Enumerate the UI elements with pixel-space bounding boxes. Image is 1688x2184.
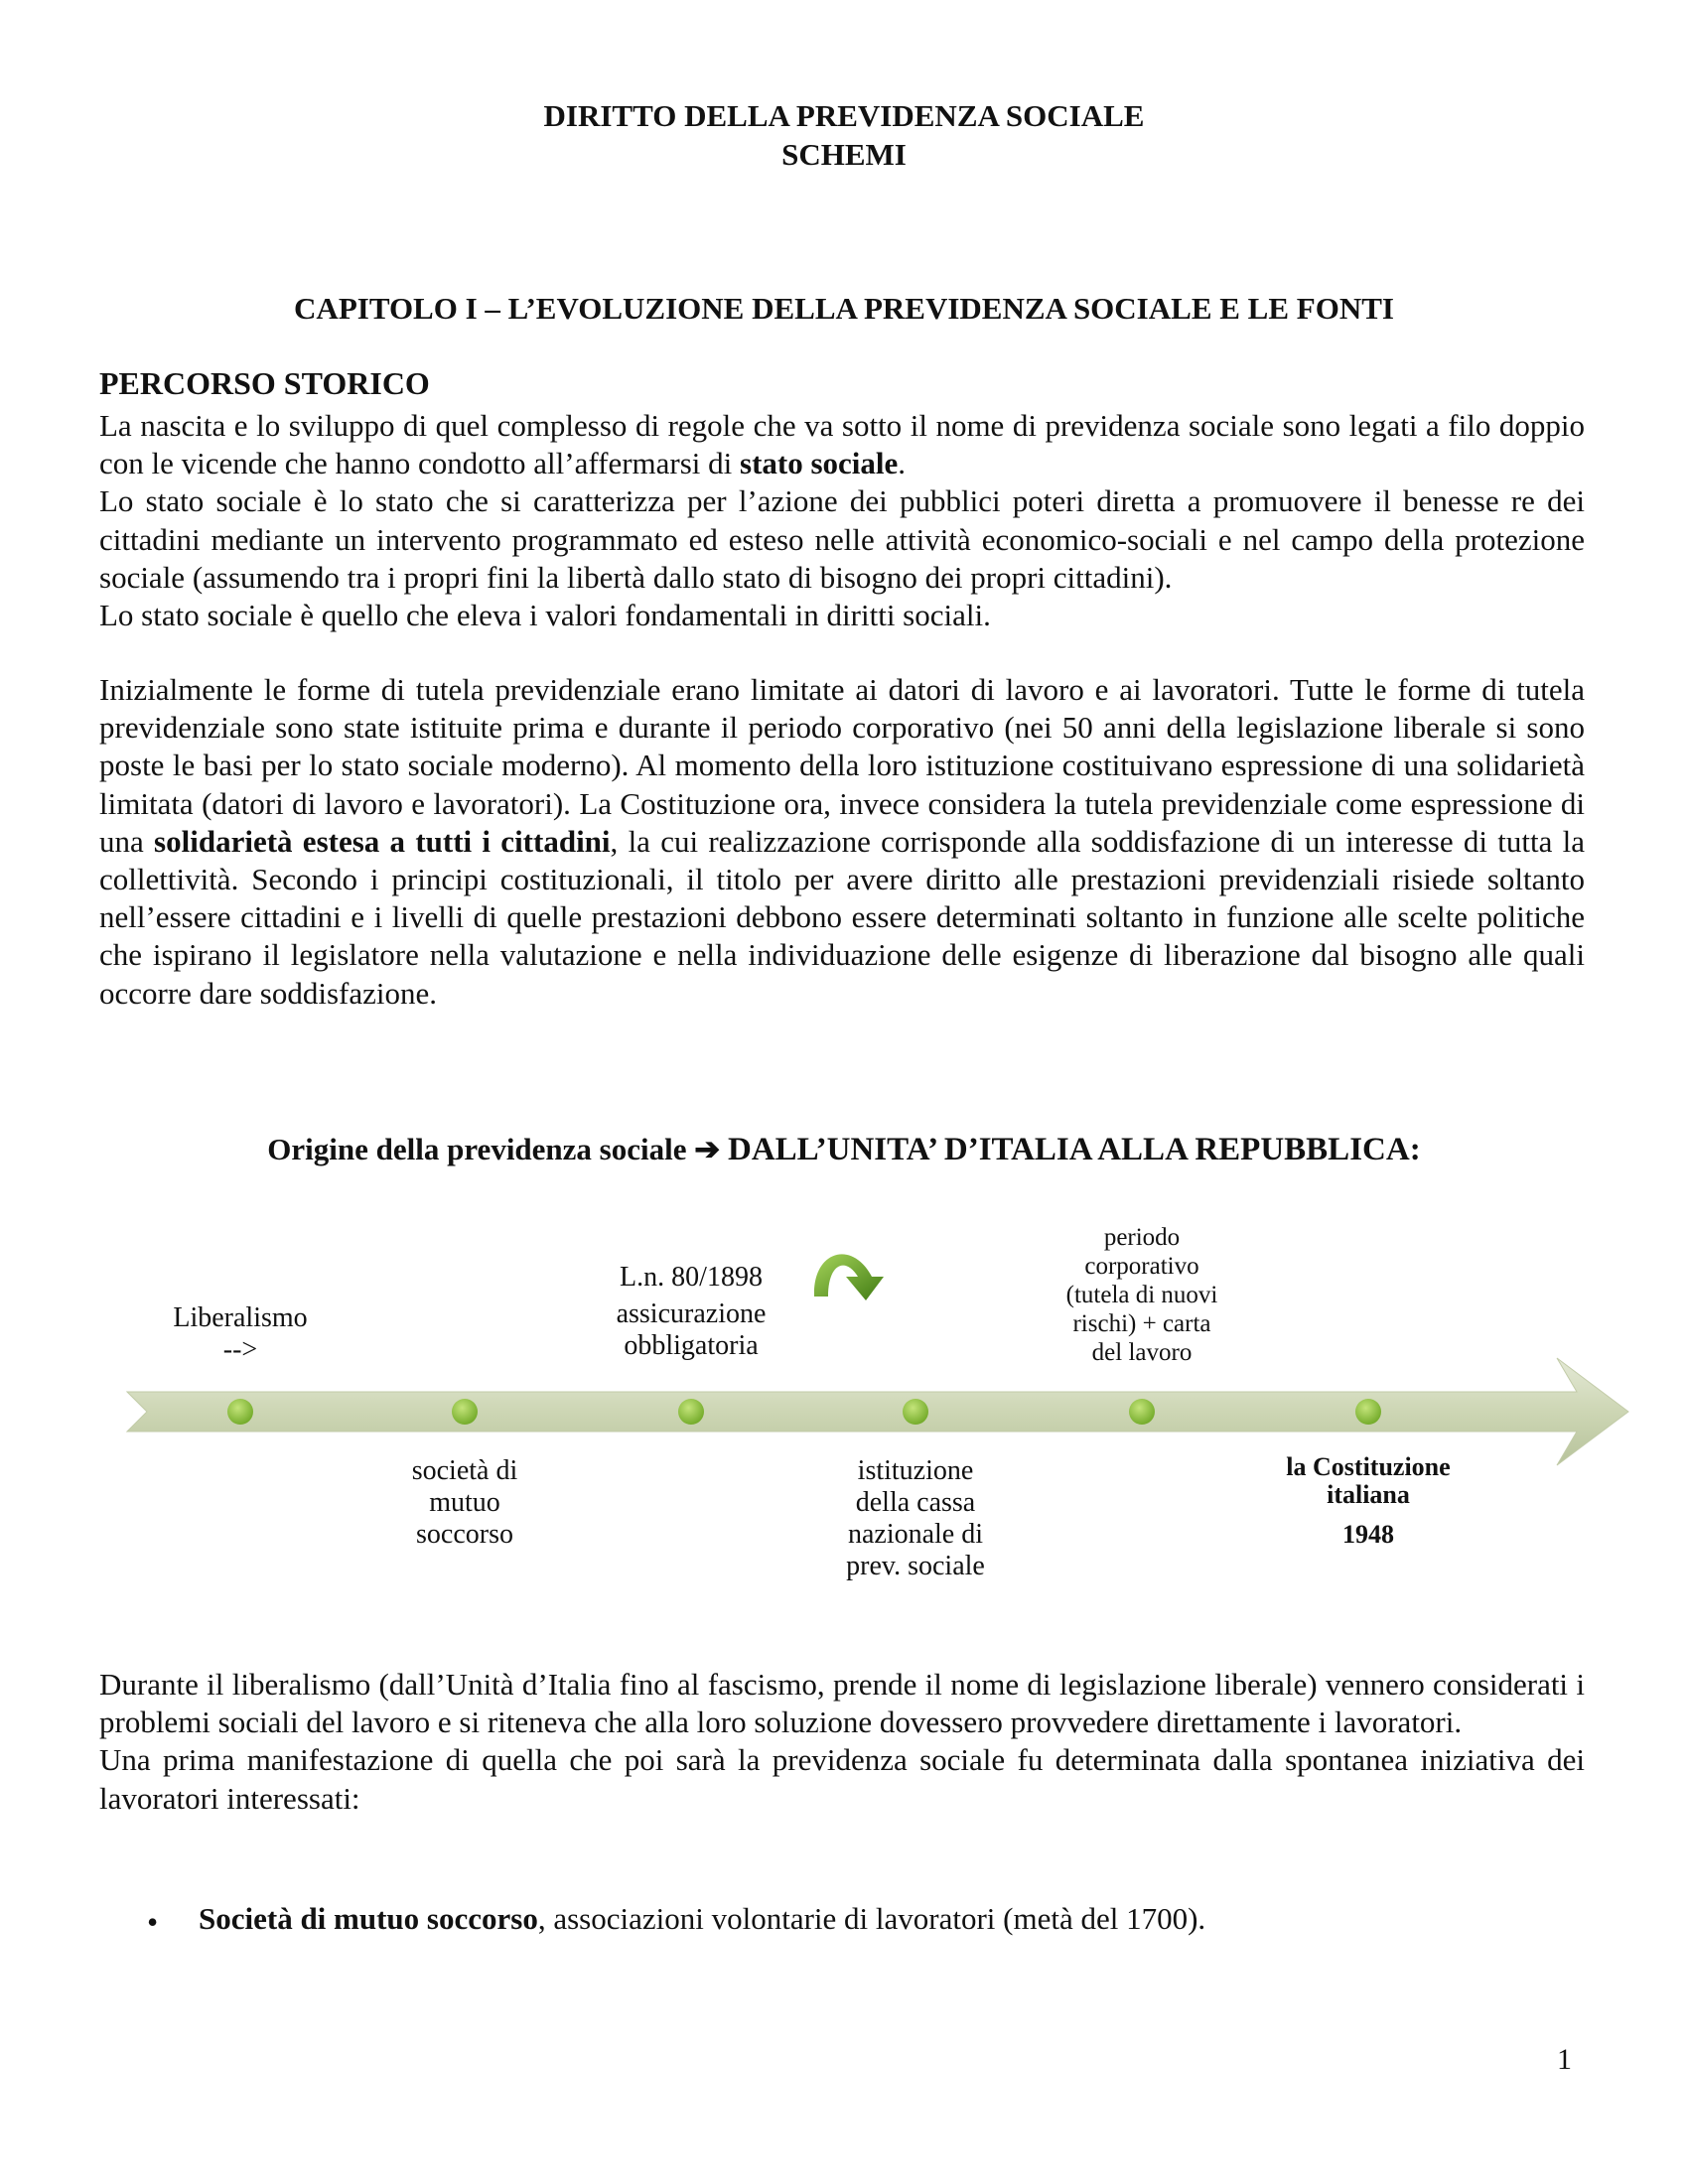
paragraph-tutela: Inizialmente le forme di tutela previdenziale erano limitate ai datori di lavoro e ai lavoratori. Tutte le forme di tutela previdenziale sono state istituite prima e durante il periodo corporativo (nei 50 anni della legislazione liberale si sono poste le basi per lo stato sociale moderno). Al momento della loro istituzione costituivano espressione di una solidarietà limitata (datori di lavoro e lavoratori). La Costituzione ora, invece considera la tutela previdenziale come espressione di una solidarietà estesa a tutti i cittadini, la cui realizzazione corrisponde alla soddisfazione di un interesse di tutta la collettività. Secondo i principi costituzionali, il titolo per avere diritto alle prestazioni previdenziali risiede soltanto nell’essere cittadini e i livelli di quelle prestazioni debbono essere determinati soltanto in funzione alle scelte politiche che ispirano il legislatore nella valutazione e nella individuazione delle esigenze di liberazione dal bisogno alle quali occorre dare soddisfazione. [99, 672, 1585, 1011]
curved-arrow-icon [814, 1254, 884, 1300]
paragraph-prima-manifestazione: Una prima manifestazione di quella che poi sarà la previdenza sociale fu determinata dalla spontanea iniziativa dei lavoratori interessati: [99, 1742, 1585, 1816]
paragraph-definition: Lo stato sociale è lo stato che si caratterizza per l’azione dei pubblici poteri diretta a promuovere il benesse re dei cittadini mediante un intervento programmato ed esteso nelle attività economico-sociali e nel campo della protezione sociale (assumendo tra i propri fini la libertà dallo stato di bisogno dei propri cittadini). [99, 483, 1585, 595]
origin-heading-label: Origine della previdenza sociale [267, 1132, 687, 1166]
bold-term: solidarietà estesa a tutti i cittadini [154, 823, 611, 859]
origin-heading [99, 1132, 1589, 1168]
list-item: Società di mutuo soccorso, associazioni volontarie di lavoratori (metà del 1700). [199, 1901, 1206, 1936]
intro-text [99, 407, 1585, 634]
timeline-node [452, 1399, 478, 1425]
right-arrow-icon: ➔ [694, 1132, 721, 1166]
timeline-label-costituzione: la Costituzione italiana 1948 [1286, 1452, 1451, 1549]
paragraph-liberalismo: Durante il liberalismo (dall’Unità d’Italia fino al fascismo, prende il nome di legislazione liberale) vennero considerati i problemi sociali del lavoro e si riteneva che alla loro soluzione dovessero provvedere direttamente i lavoratori. [99, 1667, 1585, 1740]
chapter-title: CAPITOLO I – L’EVOLUZIONE DELLA PREVIDENZA SOCIALE E LE FONTI [294, 291, 1394, 326]
liberalismo-text [99, 1666, 1585, 1818]
document-title: DIRITTO DELLA PREVIDENZA SOCIALE [543, 98, 1145, 133]
bold-term: stato sociale [740, 446, 899, 481]
tutela-text [99, 671, 1585, 1013]
timeline-label-cassa-nazionale: istituzione della cassa nazionale di prev. sociale [846, 1455, 985, 1581]
timeline-node [903, 1399, 928, 1425]
timeline-label-corporativo: periodo corporativo (tutela di nuovi rischi) + carta del lavoro [1065, 1224, 1218, 1366]
bullet-icon: • [147, 1904, 159, 1940]
origin-heading-period: DALL’UNITA’ D’ITALIA ALLA REPUBBLICA: [727, 1132, 1421, 1167]
timeline-node [1355, 1399, 1381, 1425]
bold-term: Società di mutuo soccorso [199, 1901, 538, 1936]
timeline-node [1129, 1399, 1155, 1425]
paragraph-stato-sociale: La nascita e lo sviluppo di quel complesso di regole che va sotto il nome di previdenza sociale sono legati a filo doppio con le vicende che hanno condotto all’affermarsi di stato sociale. [99, 408, 1585, 481]
timeline-node [678, 1399, 704, 1425]
timeline-node [227, 1399, 253, 1425]
timeline-label-mutuo-soccorso: società di mutuo soccorso [411, 1455, 518, 1550]
page-number: 1 [1557, 2043, 1572, 2076]
document-subtitle: SCHEMI [781, 137, 907, 172]
timeline-label-legge: L.n. 80/1898 assicurazione obbligatoria [616, 1262, 767, 1361]
section-heading: PERCORSO STORICO [99, 365, 430, 401]
paragraph-values: Lo stato sociale è quello che eleva i valori fondamentali in diritti sociali. [99, 598, 991, 633]
timeline-arrow [127, 1358, 1628, 1465]
timeline-label-liberalismo: Liberalismo --> [173, 1302, 308, 1365]
